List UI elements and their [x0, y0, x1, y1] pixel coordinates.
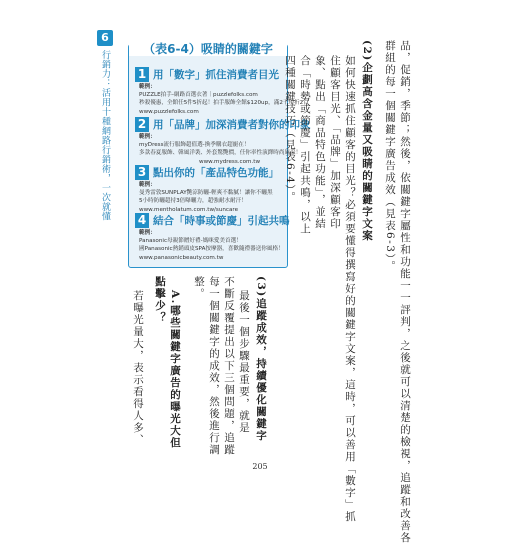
- item-label: 範例：: [139, 84, 156, 90]
- body-column: 如何快速抓住顧客的目光？必須要懂得撰寫好的關鍵字文案，這時，可以善用「數字」抓: [344, 55, 356, 523]
- item-label: 範例：: [139, 230, 156, 236]
- body-column: 四種關鍵技巧（見表6-4）。: [284, 55, 296, 204]
- item-number: 4: [135, 213, 149, 228]
- chapter-tab: [97, 30, 113, 221]
- item-body: [139, 229, 285, 262]
- body-column: 象、點出「商品特色功能」，並結: [314, 55, 326, 230]
- item-line: 多款春夏服飾、韓風洋裝、外套驚艷價，任你率性演繹時尚風采！: [139, 150, 302, 157]
- item-line: Panasonic母親節贈好禮-媽咪愛美首選！: [139, 238, 242, 245]
- body-column: 若曝光量大，表示看得人多、: [132, 290, 144, 446]
- body-column: 不斷反覆提出以下三個問題，追蹤: [223, 276, 235, 456]
- item-title: 用「數字」抓住消費者目光: [153, 69, 279, 81]
- body-column: 整。: [193, 276, 205, 300]
- table-item-4: [135, 213, 290, 262]
- item-body: [139, 181, 285, 214]
- item-body: [139, 83, 309, 116]
- item-number: 3: [135, 165, 149, 180]
- item-line: 5小時防曬超持3倍曝曬力，超強耐水耐汗！: [139, 198, 247, 205]
- item-title: 點出你的「產品特色功能」: [153, 167, 279, 179]
- table-item-3: [135, 165, 285, 214]
- chapter-number-badge: 6: [97, 30, 113, 46]
- chapter-title: 行銷力：活用十種網路行銷術，一次就懂: [100, 50, 110, 221]
- item-number: 2: [135, 117, 149, 132]
- table-item-2: [135, 117, 311, 166]
- item-url: www.mydress.com.tw: [199, 158, 261, 165]
- item-line: 秒殺優惠，全館任5件5折起！拍手服飾全館$120up，滿2千現折2百: [139, 100, 309, 107]
- item-number: 1: [135, 67, 149, 82]
- body-column: 群組的每一個關鍵字廣告成效（見表6-3）。: [384, 40, 396, 273]
- body-column: 每一個關鍵字的成效，然後進行調: [208, 276, 220, 456]
- section-heading: (3)追蹤成效，持續優化關鍵字: [255, 276, 267, 442]
- subsection-heading: A.哪些關鍵字廣告的曝光大但: [169, 290, 181, 449]
- item-body: [139, 133, 302, 166]
- item-url: www.puzzlefolks.com: [139, 108, 199, 115]
- item-label: 範例：: [139, 134, 156, 140]
- body-column: 合「時勢或節慶」引起共鳴，以上: [299, 55, 311, 235]
- item-title: 結合「時事或節慶」引起共鳴: [153, 215, 290, 227]
- item-title: 用「品牌」加深消費者對你的印象: [153, 119, 311, 131]
- item-line: 國Panasonic熱銷頭皮SPA按摩器，喜歡隨禮器送你風格！: [139, 246, 284, 253]
- item-url: www.panasonicbeauty.com.tw: [139, 254, 224, 261]
- item-url: www.mentholatum.com.tw/suncare: [139, 206, 239, 213]
- item-line: PUZZLE拍手-網路首選衣著｜puzzlefolks.com: [139, 92, 258, 99]
- table-item-1: [135, 67, 309, 116]
- subsection-heading: 點擊少？: [154, 276, 166, 324]
- body-column: 品，促銷，季節；然後，依關鍵字屬性和功能一一評判，之後就可以清楚的檢視，追蹤和改善各: [399, 40, 411, 544]
- table-title: （表6-4）吸睛的關鍵字: [129, 42, 287, 56]
- item-line: 曼秀雷敦SUNPLAY艷涼防曬-輕爽不黏膩！讓你不曬黑: [139, 190, 273, 197]
- page-number: 205: [252, 462, 268, 471]
- body-column: 住顧客目光、「品牌」加深顧客印: [329, 55, 341, 230]
- item-label: 範例：: [139, 182, 156, 188]
- section-heading: (2)企劃高含金量又吸睛的關鍵字文案: [361, 40, 373, 242]
- item-line: myDress流行服飾超值選-換季購衣超寵在！: [139, 142, 250, 149]
- body-column: 最後一個步驟最重要，就是: [238, 290, 250, 434]
